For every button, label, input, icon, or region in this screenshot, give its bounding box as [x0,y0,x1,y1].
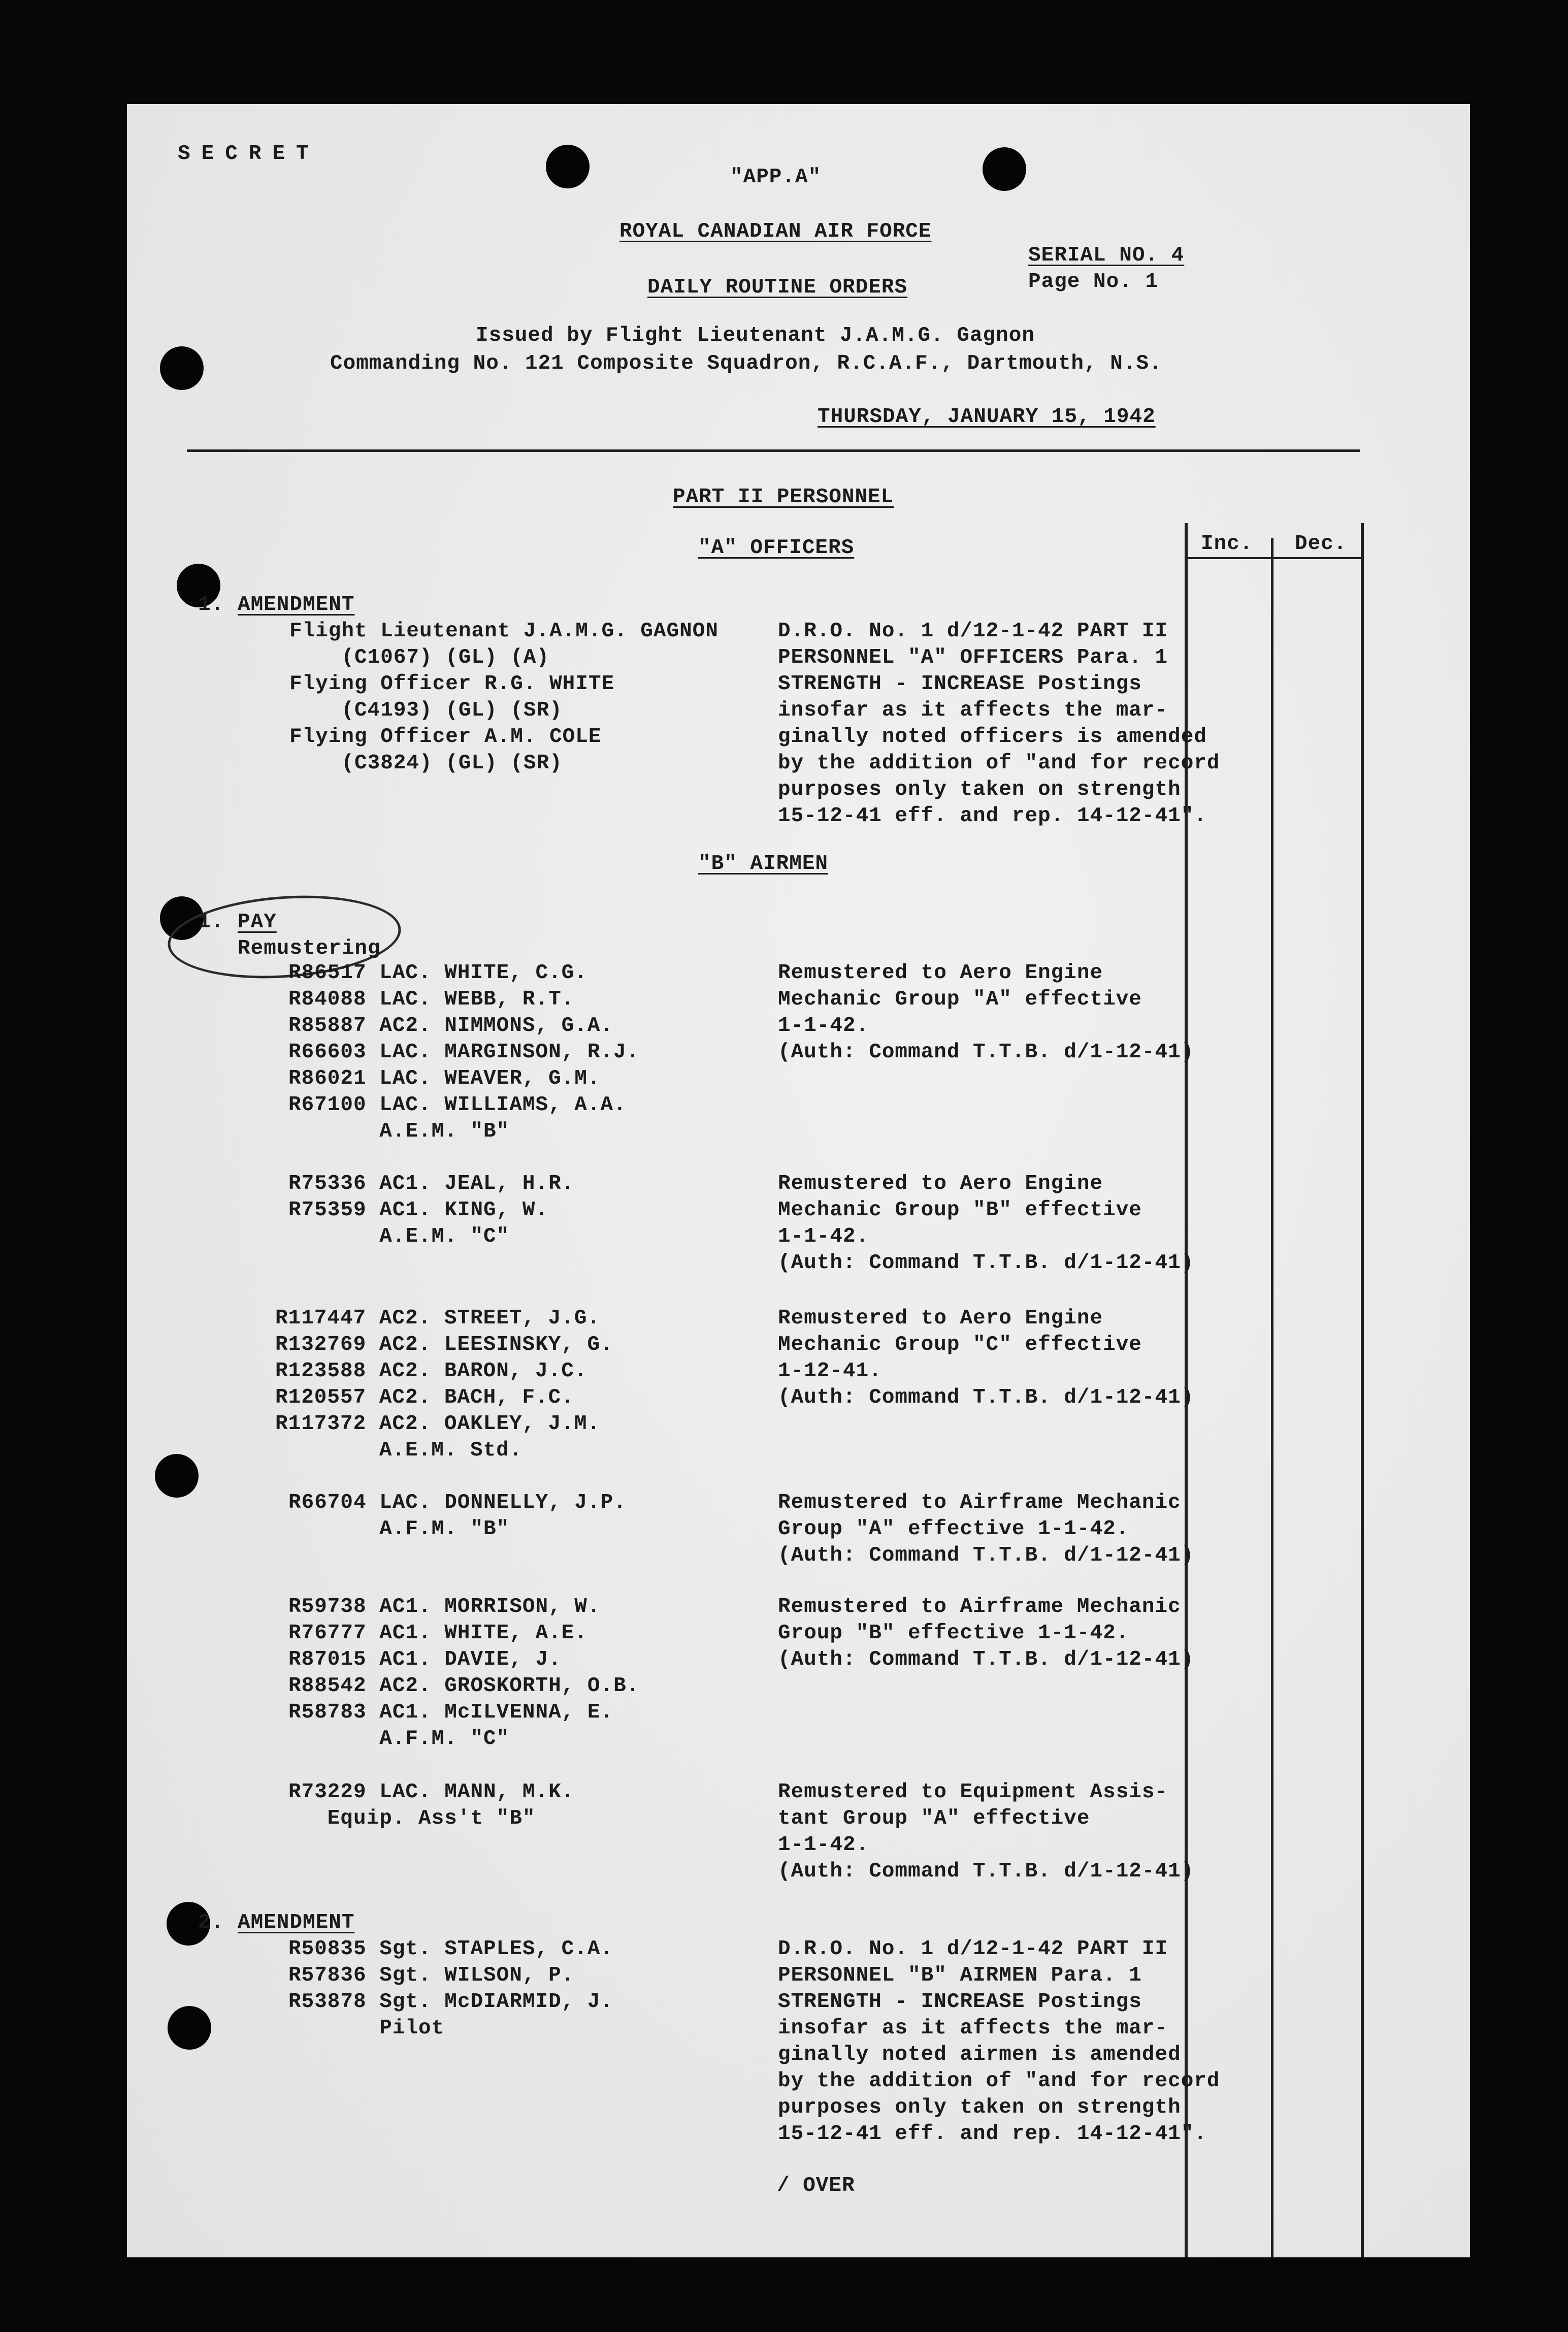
officer-line: (C3824) (GL) (SR) [289,752,563,775]
dec-column-header: Dec. [1295,532,1347,556]
airman-line: A.F.M. "C" [288,1727,510,1751]
item-subtitle: Remustering [238,937,381,960]
item-number: 1. [198,593,224,617]
remark-line: PERSONNEL "A" OFFICERS Para. 1 [778,646,1168,669]
remark-line: purposes only taken on strength [778,2096,1181,2119]
airman-line: R75359 AC1. KING, W. [288,1199,549,1222]
airman-line: A.F.M. "B" [288,1517,510,1541]
remark-line: Group "A" effective 1-1-42. [778,1517,1129,1541]
airman-line: R66603 LAC. MARGINSON, R.J. [288,1041,640,1064]
remark-line: 1-12-41. [778,1359,882,1383]
item-number: 1. [198,911,224,934]
order-date: THURSDAY, JANUARY 15, 1942 [818,405,1156,429]
remark-line: (Auth: Command T.T.B. d/1-12-41) [778,1251,1194,1275]
remark-line: 1-1-42. [778,1833,869,1857]
officers-heading: "A" OFFICERS [698,536,855,560]
remark-line: Remustered to Equipment Assis- [778,1780,1168,1804]
airman-line: R86021 LAC. WEAVER, G.M. [288,1067,601,1090]
remark-line: 15-12-41 eff. and rep. 14-12-41". [778,2122,1207,2146]
item-title: AMENDMENT [238,1911,355,1934]
remark-line: tant Group "A" effective [778,1807,1090,1830]
remark-line: purposes only taken on strength [778,778,1181,801]
remark-line: STRENGTH - INCREASE Postings [778,672,1142,696]
remark-line: 15-12-41 eff. and rep. 14-12-41". [778,804,1207,828]
header-divider [187,449,1360,452]
document-page [127,104,1470,2257]
airman-line: A.E.M. "C" [288,1225,510,1248]
commanding-line: Commanding No. 121 Composite Squadron, R.C.A.F., Dartmouth, N.S. [330,352,1162,375]
remark-line: Remustered to Aero Engine [778,1172,1103,1195]
airman-line: R57836 Sgt. WILSON, P. [288,1964,575,1987]
airman-line: R117372 AC2. OAKLEY, J.M. [275,1412,601,1436]
remark-line: ginally noted airmen is amended [778,2043,1181,2066]
remark-line: Remustered to Airframe Mechanic [778,1491,1181,1514]
orders-title: DAILY ROUTINE ORDERS [647,276,908,299]
officer-line: Flight Lieutenant J.A.M.G. GAGNON [289,620,718,643]
appendix-label: "APP.A" [730,166,822,189]
airman-line: R76777 AC1. WHITE, A.E. [288,1622,587,1645]
item-title: PAY [238,911,277,934]
airman-line: R132769 AC2. LEESINSKY, G. [275,1333,613,1356]
remark-line: D.R.O. No. 1 d/12-1-42 PART II [778,620,1168,643]
classification-mark: SECRET [178,142,320,166]
inc-column-header: Inc. [1201,532,1253,556]
column-header-rule [1185,557,1364,559]
remark-line: 1-1-42. [778,1014,869,1038]
item-number: 2. [198,1911,224,1934]
airman-line: R73229 LAC. MANN, M.K. [288,1780,575,1804]
airman-line: R88542 AC2. GROSKORTH, O.B. [288,1674,640,1698]
punch-hole [168,2006,211,2050]
airman-line: R86517 LAC. WHITE, C.G. [288,961,587,985]
remark-line: Remustered to Aero Engine [778,961,1103,985]
remark-line: ginally noted officers is amended [778,725,1207,749]
remark-line: (Auth: Command T.T.B. d/1-12-41) [778,1386,1194,1409]
punch-hole [160,346,204,390]
remark-line: (Auth: Command T.T.B. d/1-12-41) [778,1648,1194,1671]
airman-line: Pilot [288,2017,445,2040]
continued-over-note: / OVER [777,2174,855,2197]
page-number: Page No. 1 [1028,270,1159,294]
remark-line: (Auth: Command T.T.B. d/1-12-41) [778,1860,1194,1883]
remark-line: Remustered to Airframe Mechanic [778,1595,1181,1618]
airman-line: R53878 Sgt. McDIARMID, J. [288,1990,614,2014]
dec-column-rule [1271,538,1273,2257]
officer-line: Flying Officer R.G. WHITE [289,672,615,696]
serial-number: SERIAL NO. 4 [1028,244,1185,267]
airmen-heading: "B" AIRMEN [698,852,829,876]
remark-line: Remustered to Aero Engine [778,1307,1103,1330]
airman-line: R84088 LAC. WEBB, R.T. [288,988,575,1011]
part-heading: PART II PERSONNEL [673,485,894,509]
punch-hole [155,1454,199,1498]
airman-line: R117447 AC2. STREET, J.G. [275,1307,601,1330]
remark-line: insofar as it affects the mar- [778,699,1168,722]
airman-line: R120557 AC2. BACH, F.C. [275,1386,574,1409]
remark-line: Mechanic Group "C" effective [778,1333,1142,1356]
airman-line: A.E.M. Std. [275,1439,522,1462]
officer-line: (C1067) (GL) (A) [289,646,550,669]
airman-line: R85887 AC2. NIMMONS, G.A. [288,1014,614,1038]
airman-line: Equip. Ass't "B" [288,1807,536,1830]
remark-line: insofar as it affects the mar- [778,2017,1168,2040]
org-title: ROYAL CANADIAN AIR FORCE [619,220,932,243]
remark-line: PERSONNEL "B" AIRMEN Para. 1 [778,1964,1142,1987]
item-title: AMENDMENT [238,593,355,617]
airman-line: R58783 AC1. McILVENNA, E. [288,1701,614,1724]
airman-line: R59738 AC1. MORRISON, W. [288,1595,601,1618]
remark-line: STRENGTH - INCREASE Postings [778,1990,1142,2014]
punch-hole [983,147,1026,191]
remark-line: Group "B" effective 1-1-42. [778,1622,1129,1645]
officer-line: (C4193) (GL) (SR) [289,699,563,722]
remark-line: Mechanic Group "A" effective [778,988,1142,1011]
remark-line: by the addition of "and for record [778,752,1220,775]
remark-line: D.R.O. No. 1 d/12-1-42 PART II [778,1937,1168,1961]
punch-hole [546,145,590,188]
remark-line: (Auth: Command T.T.B. d/1-12-41) [778,1041,1194,1064]
officer-line: Flying Officer A.M. COLE [289,725,602,749]
airman-line: R50835 Sgt. STAPLES, C.A. [288,1937,614,1961]
remark-line: (Auth: Command T.T.B. d/1-12-41) [778,1544,1194,1567]
remark-line: Mechanic Group "B" effective [778,1199,1142,1222]
right-column-rule [1361,523,1364,2257]
remark-line: 1-1-42. [778,1225,869,1248]
issued-by: Issued by Flight Lieutenant J.A.M.G. Gagnon [476,324,1035,347]
airman-line: R123588 AC2. BARON, J.C. [275,1359,587,1383]
airman-line: R66704 LAC. DONNELLY, J.P. [288,1491,627,1514]
remark-line: by the addition of "and for record [778,2069,1220,2093]
airman-line: R87015 AC1. DAVIE, J. [288,1648,562,1671]
airman-line: R67100 LAC. WILLIAMS, A.A. [288,1093,627,1117]
airman-line: A.E.M. "B" [288,1120,510,1143]
airman-line: R75336 AC1. JEAL, H.R. [288,1172,575,1195]
